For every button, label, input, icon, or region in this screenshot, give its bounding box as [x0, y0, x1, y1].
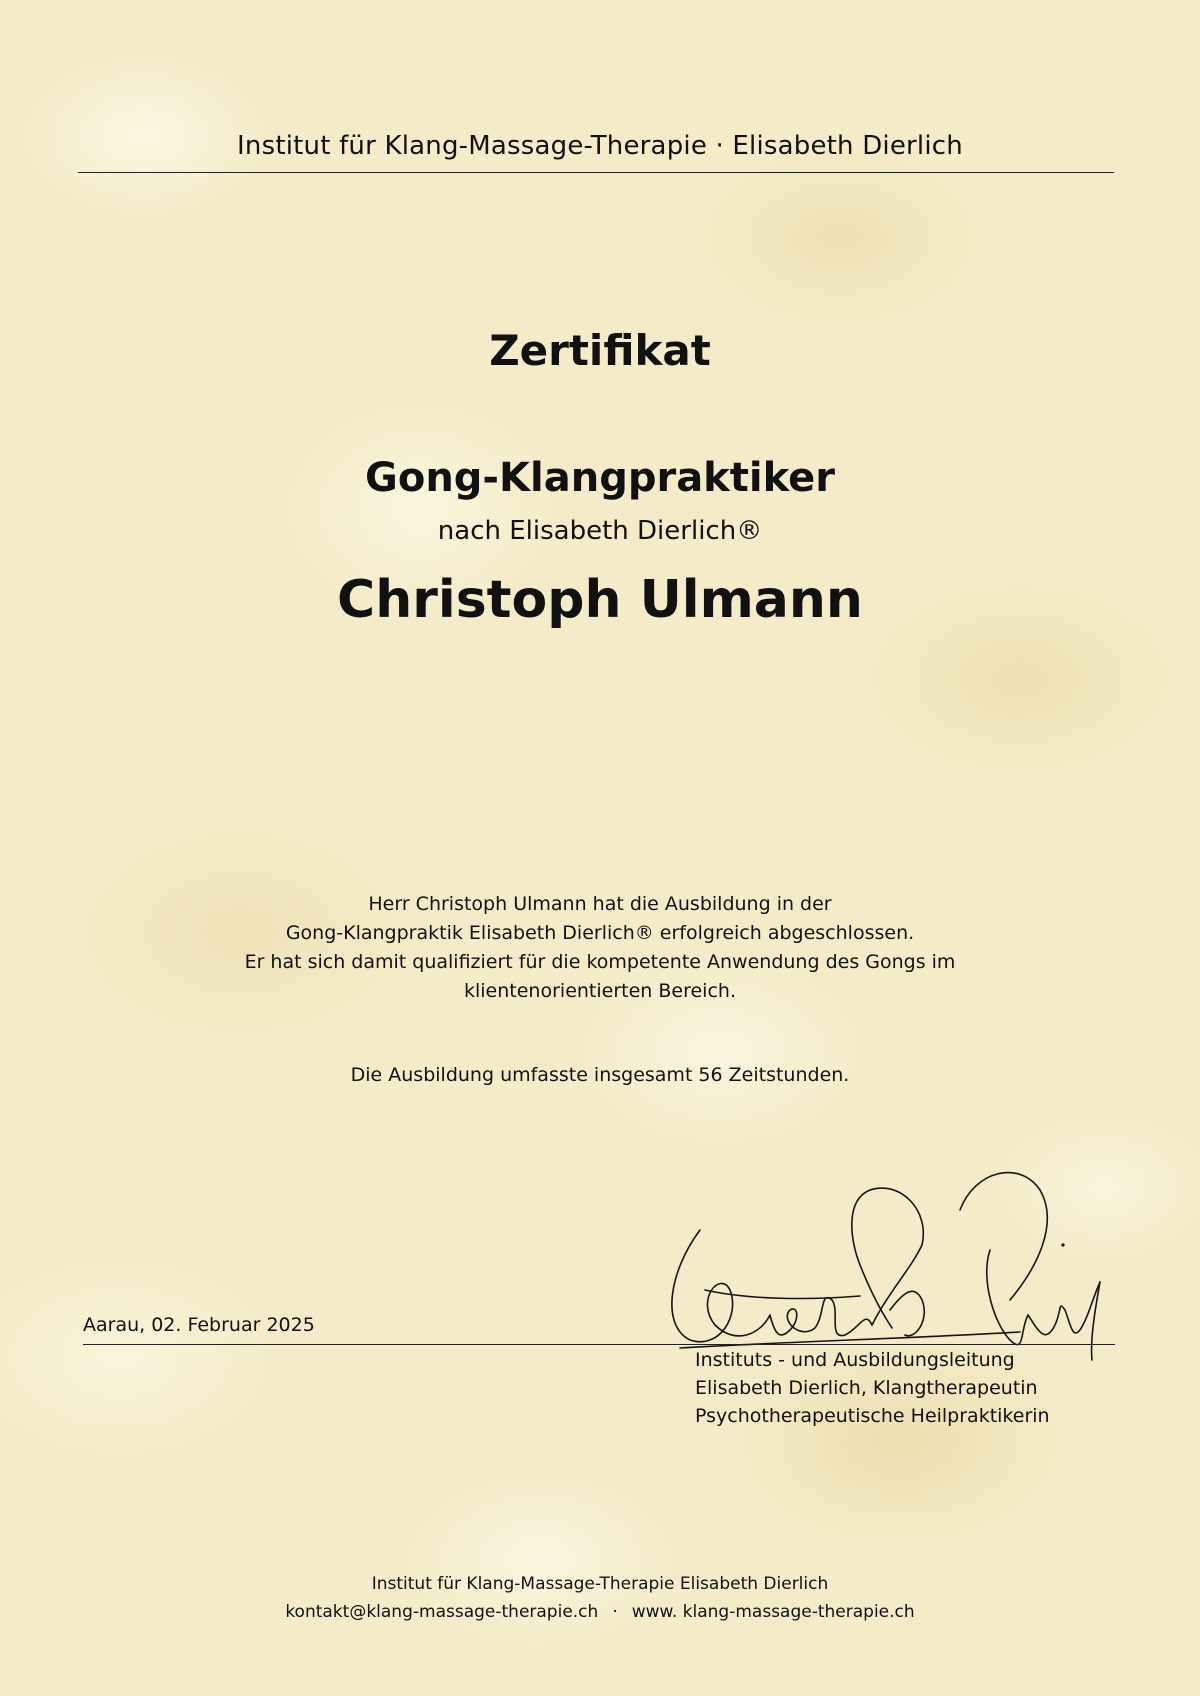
certificate-title: Zertifikat — [489, 326, 711, 375]
signature-line — [83, 1344, 1115, 1345]
footer — [0, 1570, 1200, 1626]
footer-separator: · — [612, 1602, 618, 1622]
signer-title: Psychotherapeutische Heilpraktikerin — [695, 1405, 1050, 1427]
qualification-title: Gong-Klangpraktiker — [365, 455, 835, 501]
body-line: Gong-Klangpraktik Elisabeth Dierlich® erfolgreich abgeschlossen. — [285, 922, 915, 944]
footer-email[interactable]: kontakt@klang-massage-therapie.ch — [285, 1602, 599, 1622]
qualification-subtitle: nach Elisabeth Dierlich® — [437, 516, 763, 546]
place-date: Aarau, 02. Februar 2025 — [83, 1314, 315, 1336]
body-line: klientenorientierten Bereich. — [464, 980, 736, 1002]
signer-details — [695, 1346, 1050, 1430]
header-institute: Institut für Klang-Massage-Therapie · Elisabeth Dierlich — [237, 131, 963, 161]
footer-institute: Institut für Klang-Massage-Therapie Elisabeth Dierlich — [371, 1574, 829, 1594]
header-divider — [78, 172, 1114, 173]
body-line: Er hat sich damit qualifiziert für die kompetente Anwendung des Gongs im — [244, 951, 956, 973]
recipient-name: Christoph Ulmann — [337, 570, 863, 630]
footer-website[interactable]: www. klang-massage-therapie.ch — [631, 1602, 915, 1622]
training-hours: Die Ausbildung umfasste insgesamt 56 Zeitstunden. — [350, 1064, 850, 1086]
signer-name: Elisabeth Dierlich, Klangtherapeutin — [695, 1377, 1038, 1399]
footer-contact — [0, 1598, 1200, 1626]
body-line: Herr Christoph Ulmann hat die Ausbildung in der — [368, 893, 832, 915]
certificate-body — [0, 890, 1200, 1006]
signer-role: Instituts - und Ausbildungsleitung — [695, 1349, 1015, 1371]
